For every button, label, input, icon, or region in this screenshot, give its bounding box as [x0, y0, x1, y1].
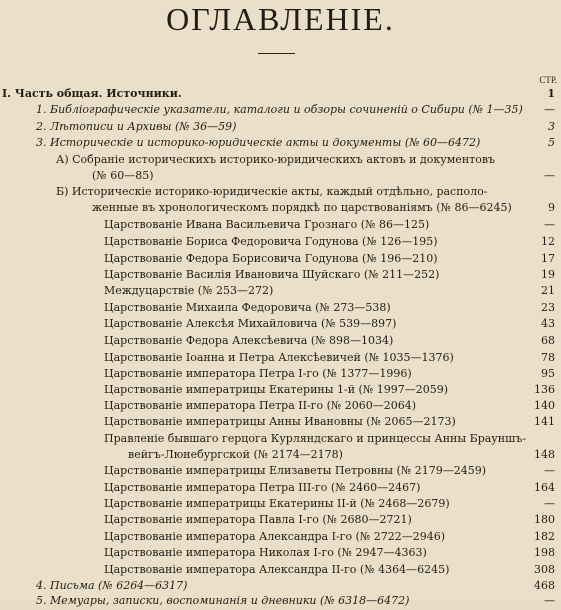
toc-entry-text: вейгъ-Люнебургской (№ 2174—2178)	[128, 448, 343, 461]
toc-entry	[0, 101, 561, 119]
toc-entry	[0, 315, 561, 333]
toc-entry-text: Царствованiе Василiя Ивановича Шуйскаго (№ 211—252)	[104, 268, 440, 281]
toc-entry-text: Царствованiе Ивана Васильевича Грознаго (№ 86—125)	[104, 218, 430, 231]
toc-entry-page: 136	[534, 383, 555, 396]
toc-entry-page: 3	[548, 120, 555, 133]
toc-entry-page: 141	[534, 415, 555, 428]
toc-entry-text: I. Часть общая. Источники.	[2, 87, 182, 100]
toc-entry-text: Царствованiе Михаила Федоровича (№ 273—538)	[104, 301, 391, 314]
toc-entry-text: (№ 60—85)	[92, 169, 154, 182]
toc-entry-page: 95	[541, 367, 555, 380]
toc-entry-text: Правленiе бывшаго герцога Курляндскаго и принцессы Анны Брауншъ-	[104, 432, 527, 445]
toc-entry-text: Царствованiе императора Петра II-го (№ 2060—2064)	[104, 399, 417, 412]
toc-entry-text: 4. Письма (№ 6264—6317)	[36, 579, 188, 592]
toc-entry	[0, 544, 561, 562]
toc-entry-text: Царствованiе императрицы Екатерины II-й (№ 2468—2679)	[104, 497, 450, 510]
toc-entry-text: 5. Мемуары, записки, воспоминанiя и дневники (№ 6318—6472)	[36, 594, 410, 607]
toc-entry-text: Царствованiе императора Александра II-го (№ 4364—6245)	[104, 563, 450, 576]
toc-entry-text: женные въ хронологическомъ порядкѣ по царствованiямъ (№ 86—6245)	[92, 201, 512, 214]
toc-entry-page: 9	[548, 201, 555, 214]
toc-entry-text: Царствованiе императрицы Екатерины 1-й (№ 1997—2059)	[104, 383, 449, 396]
toc-entry	[0, 511, 561, 529]
toc-entry-text: Царствованiе Бориса Федоровича Годунова (№ 126—195)	[104, 235, 438, 248]
toc-entry-page: 21	[541, 284, 555, 297]
toc-entry-page: 148	[534, 448, 555, 461]
toc-entry	[0, 233, 561, 251]
toc-entry	[0, 134, 561, 152]
page-column-header: СТР.	[539, 75, 557, 85]
toc-entry-text: Царствованiе императора Александра I-го (№ 2722—2946)	[104, 530, 446, 543]
toc-entry-text: Междуцарствiе (№ 253—272)	[104, 284, 274, 297]
toc-entry-text: Царствованiе императора Николая I-го (№ 2947—4363)	[104, 546, 427, 559]
toc-entry-text: Царствованiе императрицы Елизаветы Петровны (№ 2179—2459)	[104, 464, 487, 477]
toc-entry-text: Царствованiе императрицы Анны Ивановны (№ 2065—2173)	[104, 415, 456, 428]
toc-entry-page: 180	[534, 513, 555, 526]
toc-entry-text: 2. Лѣтописи и Архивы (№ 36—59)	[36, 120, 237, 133]
toc-entry-page: 5	[548, 136, 555, 149]
toc-entry-page: —	[544, 169, 555, 182]
toc-entry	[0, 282, 561, 300]
toc-entry	[0, 413, 561, 431]
toc-entry	[0, 199, 561, 217]
toc-entry-page: 182	[534, 530, 555, 543]
toc-entry-text: Царствованiе императора Петра III-го (№ 2460—2467)	[104, 481, 421, 494]
toc-entry-page: 198	[534, 546, 555, 559]
toc-entry	[0, 216, 561, 234]
toc-entry-text: А) Собранiе историческихъ историко-юридическихъ актовъ и документовъ	[56, 153, 496, 166]
toc-entry-page: 19	[541, 268, 555, 281]
toc-entry-page: 23	[541, 301, 555, 314]
toc-entry	[0, 462, 561, 480]
toc-entry-text: 1. Библiографическiе указатели, каталоги и обзоры сочиненiй о Сибири (№ 1—35)	[36, 103, 523, 116]
toc-entry-page: 468	[534, 579, 555, 592]
toc-entry-text: Б) Историческiе историко-юридическiе акты, каждый отдѣльно, располо-	[56, 185, 488, 198]
toc-entry-page: 12	[541, 235, 555, 248]
toc-entry-text: Царствованiе Федора Алексѣевича (№ 898—1034)	[104, 334, 394, 347]
toc-entry-page: —	[544, 218, 555, 231]
toc-entry-page: 78	[541, 351, 555, 364]
toc-entry-page: 17	[541, 252, 555, 265]
toc-entry-text: Царствованiе императора Павла I-го (№ 2680—2721)	[104, 513, 412, 526]
toc-entry-page: 1	[547, 87, 555, 100]
toc-entry-page: 43	[541, 317, 555, 330]
toc-entry-text: Царствованiе Іоанна и Петра Алексѣевичей (№ 1035—1376)	[104, 351, 454, 364]
toc-entry-page: —	[544, 103, 555, 116]
toc-entry-page: 140	[534, 399, 555, 412]
title-rule	[258, 53, 295, 54]
toc-entry-page: 308	[534, 563, 555, 576]
page-title: ОГЛАВЛЕНIЕ.	[166, 1, 395, 37]
toc-entry-page: —	[544, 594, 555, 607]
toc-entry-text: Царствованiе императора Петра I-го (№ 1377—1996)	[104, 367, 412, 380]
toc-entry-text: Царствованiе Федора Борисовича Годунова (№ 196—210)	[104, 252, 438, 265]
toc-entry-page: —	[544, 464, 555, 477]
toc-entry-text: Царствованiе Алексѣя Михайловича (№ 539—897)	[104, 317, 397, 330]
toc-entry	[0, 332, 561, 350]
toc-entry-page: —	[544, 497, 555, 510]
toc-entry-page: 164	[534, 481, 555, 494]
toc-entry-page: 68	[541, 334, 555, 347]
toc-entry-text: 3. Историческiе и историко-юридическiе акты и документы (№ 60—6472)	[36, 136, 481, 149]
toc-entry	[0, 592, 561, 610]
